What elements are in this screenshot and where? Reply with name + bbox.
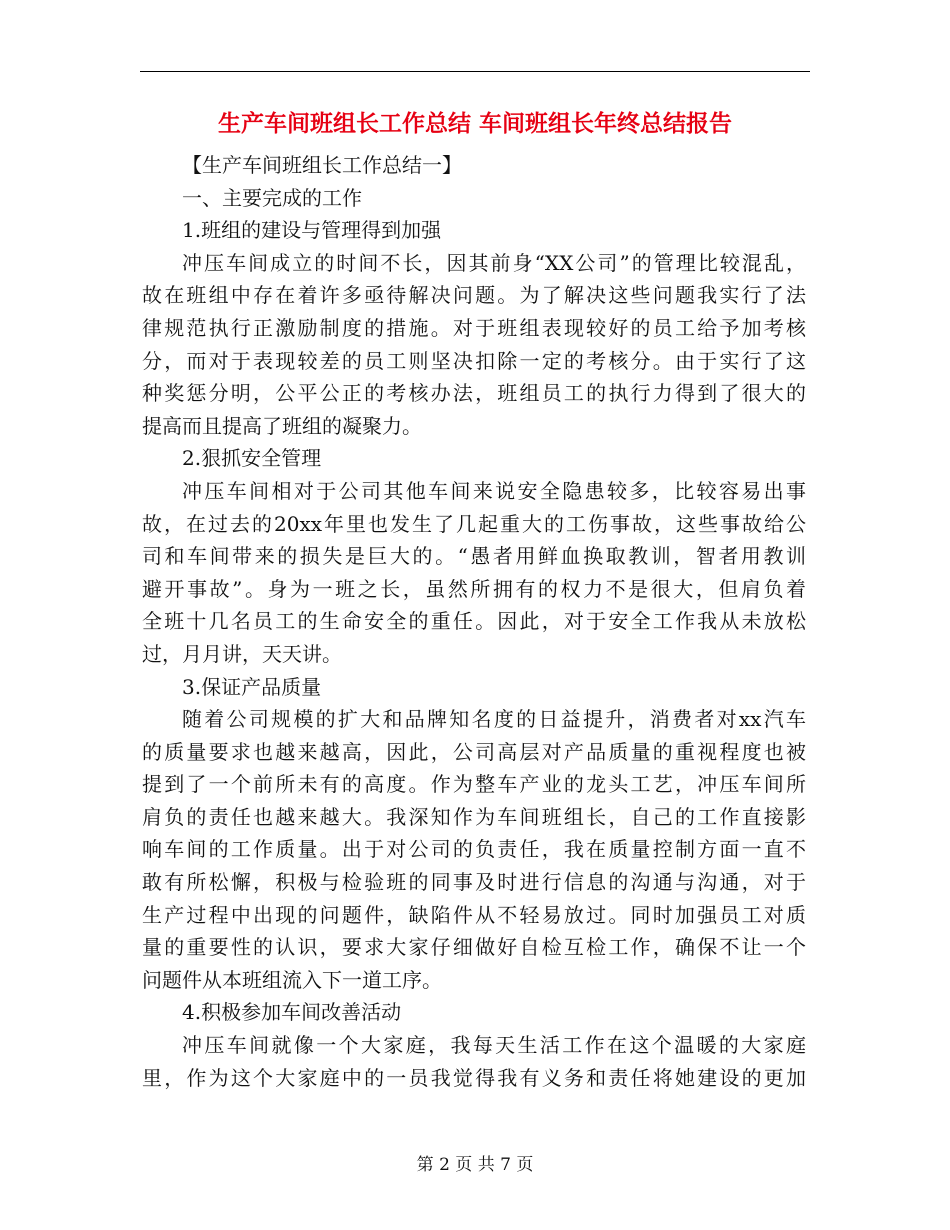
text-line: 冲压车间成立的时间不长，因其前身“XX公司”的管理比较混乱，: [182, 250, 806, 275]
text-line: 问题件从本班组流入下一道工序。: [142, 967, 442, 992]
text-line: 分，而对于表现较差的员工则坚决扣除一定的考核分。由于实行了这: [142, 348, 806, 373]
document-title: 生产车间班组长工作总结 车间班组长年终总结报告: [217, 111, 732, 137]
text-line: 量的重要性的认识，要求大家仔细做好自检互检工作，确保不让一个: [142, 935, 806, 960]
text-line: 律规范执行正激励制度的措施。对于班组表现较好的员工给予加考核: [142, 315, 806, 340]
text-line: 【生产车间班组长工作总结一】: [182, 153, 462, 177]
document-body: [142, 149, 806, 1094]
text-line: 响车间的工作质量。出于对公司的负责任，我在质量控制方面一直不: [142, 837, 806, 862]
text-line: 生产过程中出现的问题件，缺陷件从不轻易放过。同时加强员工对质: [142, 902, 806, 927]
text-line: 敢有所松懈，积极与检验班的同事及时进行信息的沟通与沟通，对于: [142, 870, 806, 895]
text-line: 冲压车间就像一个大家庭，我每天生活工作在这个温暖的大家庭: [182, 1033, 806, 1058]
text-line: 冲压车间相对于公司其他车间来说安全隐患较多，比较容易出事: [182, 478, 806, 503]
text-line: 全班十几名员工的生命安全的重任。因此，对于安全工作我从未放松: [142, 609, 806, 634]
text-line: 2.狠抓安全管理: [182, 446, 322, 471]
text-line: 种奖惩分明，公平公正的考核办法，班组员工的执行力得到了很大的: [142, 381, 806, 406]
page-number-footer: 第 2 页 共 7 页: [416, 1155, 534, 1175]
text-line: 过，月月讲，天天讲。: [142, 641, 342, 666]
text-line: 1.班组的建设与管理得到加强: [182, 218, 442, 243]
text-line: 避开事故”。身为一班之长，虽然所拥有的权力不是很大，但肩负着: [142, 576, 806, 601]
text-line: 故，在过去的20xx年里也发生了几起重大的工伤事故，这些事故给公: [142, 511, 806, 536]
text-line: 故在班组中存在着许多亟待解决问题。为了解决这些问题我实行了法: [142, 283, 806, 308]
text-line: 司和车间带来的损失是巨大的。“愚者用鲜血换取教训，智者用教训: [142, 544, 806, 569]
text-line: 的质量要求也越来越高，因此，公司高层对产品质量的重视程度也被: [142, 739, 806, 764]
header-rule: [140, 71, 810, 72]
text-line: 提到了一个前所未有的高度。作为整车产业的龙头工艺，冲压车间所: [142, 772, 806, 797]
text-line: 4.积极参加车间改善活动: [182, 1000, 402, 1025]
text-line: 里，作为这个大家庭中的一员我觉得我有义务和责任将她建设的更加: [142, 1065, 806, 1090]
text-line: 一、主要完成的工作: [182, 185, 362, 210]
text-line: 随着公司规模的扩大和品牌知名度的日益提升，消费者对xx汽车: [182, 707, 806, 732]
text-line: 3.保证产品质量: [182, 674, 322, 699]
text-line: 肩负的责任也越来越大。我深知作为车间班组长，自己的工作直接影: [142, 804, 806, 829]
text-line: 提高而且提高了班组的凝聚力。: [142, 413, 422, 438]
